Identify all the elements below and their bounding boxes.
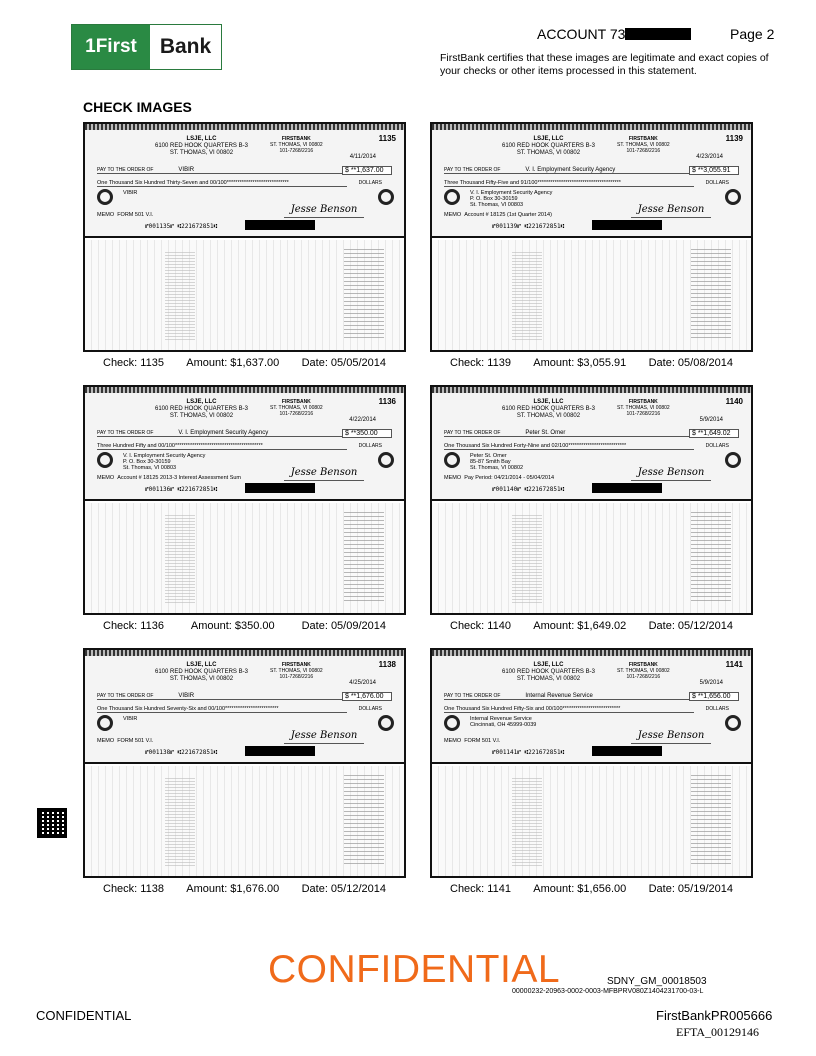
endorsement-stamp	[344, 248, 384, 338]
check-front	[85, 124, 404, 238]
check-image	[430, 385, 753, 615]
memo-line: MEMO FORM 501 V.I.	[97, 212, 154, 218]
dollars-label: DOLLARS	[358, 706, 382, 712]
check-date: 4/23/2014	[696, 154, 723, 160]
caption-date: Date: 05/12/2014	[301, 883, 386, 895]
logo-first: 1 First	[72, 25, 150, 69]
micr-line: ⑈001141⑈ ⑆221672851⑆	[492, 749, 565, 756]
check-front	[432, 650, 751, 764]
check-caption	[83, 883, 406, 895]
caption-date: Date: 05/08/2014	[648, 357, 733, 369]
caption-amount: Amount: $1,676.00	[186, 883, 280, 895]
caption-check: Check: 1141	[450, 883, 511, 895]
check-amount: $ **350.00	[342, 429, 392, 438]
caption-check: Check: 1139	[450, 357, 511, 369]
endorsement-stamp	[165, 513, 195, 603]
micr-line: ⑈001138⑈ ⑆221672851⑆	[145, 749, 218, 756]
pay-to-line: PAY TO THE ORDER OF Peter St. Omer	[444, 430, 704, 437]
check-bank: FIRSTBANK ST. THOMAS, VI 00802 101-7268/2216	[617, 399, 670, 417]
micr-line: ⑈001139⑈ ⑆221672851⑆	[492, 223, 565, 230]
caption-amount: Amount: $350.00	[190, 620, 275, 632]
caption-amount: Amount: $1,656.00	[533, 883, 627, 895]
redaction-bar	[592, 483, 662, 493]
check-front	[85, 387, 404, 501]
caption-date: Date: 05/19/2014	[648, 883, 733, 895]
signature: Jesse Benson	[284, 730, 364, 744]
endorsement-stamp	[165, 776, 195, 866]
confidential-watermark: CONFIDENTIAL	[268, 948, 561, 991]
endorsement-stamp	[691, 248, 731, 338]
check-caption	[430, 620, 753, 632]
amount-words: One Thousand Six Hundred Fifty-Six and 00/100***************************	[444, 706, 694, 713]
security-band	[432, 124, 751, 130]
micr-line: ⑈001135⑈ ⑆221672851⑆	[145, 223, 218, 230]
check-org: LSJE, LLC 6100 RED HOOK QUARTERS B-3 ST. THOMAS, VI 00802	[155, 662, 248, 682]
payee-address: Peter St. Omer 85-87 Smith Bay St. Thomas, VI 00802	[470, 453, 524, 471]
qr-code-icon	[37, 808, 67, 838]
circle-mark-icon	[444, 189, 460, 205]
circle-mark-icon	[97, 189, 113, 205]
check-amount: $ **1,637.00	[342, 166, 392, 175]
redaction-bar	[245, 220, 315, 230]
check-caption	[430, 883, 753, 895]
micr-line: ⑈001136⑈ ⑆221672851⑆	[145, 486, 218, 493]
dollars-label: DOLLARS	[705, 706, 729, 712]
check-back	[85, 503, 404, 613]
check-image	[430, 648, 753, 878]
pay-to-line: PAY TO THE ORDER OF Internal Revenue Service	[444, 693, 704, 700]
signature: Jesse Benson	[284, 204, 364, 218]
circle-mark-icon	[97, 452, 113, 468]
bates-subtext: 00000232-20963-0002-0003-MFBPRV080Z1404231700-03-L	[512, 988, 704, 995]
endorsement-stamp	[691, 511, 731, 601]
micr-line: ⑈001140⑈ ⑆221672851⑆	[492, 486, 565, 493]
pay-to-line: PAY TO THE ORDER OF VIBIR	[97, 693, 357, 700]
check-front	[85, 650, 404, 764]
check-back	[85, 766, 404, 876]
check-bank: FIRSTBANK ST. THOMAS, VI 00802 101-7268/2216	[617, 662, 670, 680]
section-title: CHECK IMAGES	[83, 99, 192, 115]
payee-address: Internal Revenue Service Cincinnati, OH 45999-0039	[470, 716, 537, 728]
amount-words: Three Hundred Fifty and 00/100*****************************************	[97, 443, 347, 450]
account-label: ACCOUNT 73	[537, 26, 691, 42]
redaction-bar	[245, 746, 315, 756]
memo-line: MEMO Account # 18125 (1st Quarter 2014)	[444, 212, 552, 218]
memo-line: MEMO FORM 501 V.I.	[97, 738, 154, 744]
redaction-bar	[592, 746, 662, 756]
endorsement-stamp	[344, 774, 384, 864]
circle-mark-icon	[378, 452, 394, 468]
production-number: FirstBankPR005666	[656, 1008, 773, 1023]
check-bank: FIRSTBANK ST. THOMAS, VI 00802 101-7268/2216	[270, 136, 323, 154]
check-org: LSJE, LLC 6100 RED HOOK QUARTERS B-3 ST. THOMAS, VI 00802	[502, 399, 595, 419]
check-bank: FIRSTBANK ST. THOMAS, VI 00802 101-7268/2216	[270, 399, 323, 417]
check-back	[85, 240, 404, 350]
signature: Jesse Benson	[631, 204, 711, 218]
circle-mark-icon	[444, 715, 460, 731]
check-bank: FIRSTBANK ST. THOMAS, VI 00802 101-7268/2216	[270, 662, 323, 680]
check-date: 5/9/2014	[699, 680, 723, 686]
payee-address: VIBIR	[123, 190, 138, 196]
redaction-bar	[592, 220, 662, 230]
check-caption	[83, 357, 406, 369]
confidential-label: CONFIDENTIAL	[36, 1008, 132, 1023]
check-number: 1141	[725, 660, 743, 669]
check-number: 1136	[378, 397, 396, 406]
certification-text: FirstBank certifies that these images are legitimate and exact copies of your checks or other items processed in this statement.	[440, 52, 769, 77]
redaction-bar	[245, 483, 315, 493]
caption-amount: Amount: $3,055.91	[533, 357, 627, 369]
check-org: LSJE, LLC 6100 RED HOOK QUARTERS B-3 ST. THOMAS, VI 00802	[502, 136, 595, 156]
circle-mark-icon	[444, 452, 460, 468]
circle-mark-icon	[97, 715, 113, 731]
payee-address: V. I. Employment Security Agency P. O. Box 30-30159 St. Thomas, VI 00803	[470, 190, 553, 208]
memo-line: MEMO FORM 501 V.I.	[444, 738, 501, 744]
efta-number: EFTA_00129146	[676, 1025, 760, 1039]
caption-amount: Amount: $1,649.02	[533, 620, 627, 632]
check-back	[432, 503, 751, 613]
endorsement-stamp	[165, 250, 195, 340]
amount-words: One Thousand Six Hundred Thirty-Seven and 00/100*****************************	[97, 180, 347, 187]
security-band	[85, 124, 404, 130]
check-bank: FIRSTBANK ST. THOMAS, VI 00802 101-7268/2216	[617, 136, 670, 154]
amount-words: Three Thousand Fifty-Five and 91/100***************************************	[444, 180, 694, 187]
caption-date: Date: 05/12/2014	[648, 620, 733, 632]
caption-check: Check: 1136	[103, 620, 164, 632]
check-front	[432, 387, 751, 501]
check-caption	[83, 620, 406, 632]
security-band	[432, 650, 751, 656]
circle-mark-icon	[725, 452, 741, 468]
circle-mark-icon	[725, 189, 741, 205]
dollars-label: DOLLARS	[358, 180, 382, 186]
memo-line: MEMO Account # 18125 2013-3 Interest Assessment Sum	[97, 475, 242, 481]
payee-address: V. I. Employment Security Agency P. O. Box 30-30159 St. Thomas, VI 00803	[123, 453, 206, 471]
amount-words: One Thousand Six Hundred Forty-Nine and 02/100***************************	[444, 443, 694, 450]
page-number: Page 2	[730, 26, 775, 42]
check-org: LSJE, LLC 6100 RED HOOK QUARTERS B-3 ST. THOMAS, VI 00802	[155, 136, 248, 156]
check-org: LSJE, LLC 6100 RED HOOK QUARTERS B-3 ST. THOMAS, VI 00802	[155, 399, 248, 419]
dollars-label: DOLLARS	[358, 443, 382, 449]
check-image	[83, 385, 406, 615]
check-front	[432, 124, 751, 238]
circle-mark-icon	[378, 189, 394, 205]
bates-number: SDNY_GM_00018503	[607, 976, 707, 987]
redaction-bar	[625, 28, 691, 40]
endorsement-stamp	[344, 511, 384, 601]
caption-date: Date: 05/09/2014	[301, 620, 386, 632]
security-band	[432, 387, 751, 393]
pay-to-line: PAY TO THE ORDER OF VIBIR	[97, 167, 357, 174]
check-amount: $ **1,649.02	[689, 429, 739, 438]
check-org: LSJE, LLC 6100 RED HOOK QUARTERS B-3 ST. THOMAS, VI 00802	[502, 662, 595, 682]
check-date: 4/22/2014	[349, 417, 376, 423]
firstbank-logo	[71, 24, 222, 70]
amount-words: One Thousand Six Hundred Seventy-Six and 00/100*************************	[97, 706, 347, 713]
check-number: 1135	[378, 134, 396, 143]
logo-bank: Bank	[150, 25, 221, 69]
security-band	[85, 387, 404, 393]
caption-amount: Amount: $1,637.00	[186, 357, 280, 369]
signature: Jesse Benson	[284, 467, 364, 481]
dollars-label: DOLLARS	[705, 443, 729, 449]
check-amount: $ **1,676.00	[342, 692, 392, 701]
memo-line: MEMO Pay Period: 04/21/2014 - 05/04/2014	[444, 475, 555, 481]
caption-check: Check: 1135	[103, 357, 164, 369]
check-date: 5/9/2014	[699, 417, 723, 423]
endorsement-stamp	[512, 513, 542, 603]
check-image	[83, 648, 406, 878]
circle-mark-icon	[725, 715, 741, 731]
check-caption	[430, 357, 753, 369]
endorsement-stamp	[512, 250, 542, 340]
check-back	[432, 766, 751, 876]
check-number: 1138	[378, 660, 396, 669]
endorsement-stamp	[512, 776, 542, 866]
caption-check: Check: 1140	[450, 620, 511, 632]
endorsement-stamp	[691, 774, 731, 864]
check-back	[432, 240, 751, 350]
caption-check: Check: 1138	[103, 883, 164, 895]
circle-mark-icon	[378, 715, 394, 731]
dollars-label: DOLLARS	[705, 180, 729, 186]
check-image	[430, 122, 753, 352]
check-image	[83, 122, 406, 352]
check-amount: $ **3,055.91	[689, 166, 739, 175]
check-number: 1139	[725, 134, 743, 143]
signature: Jesse Benson	[631, 730, 711, 744]
signature: Jesse Benson	[631, 467, 711, 481]
check-amount: $ **1,656.00	[689, 692, 739, 701]
payee-address: VIBIR	[123, 716, 138, 722]
check-number: 1140	[725, 397, 743, 406]
caption-date: Date: 05/05/2014	[301, 357, 386, 369]
security-band	[85, 650, 404, 656]
check-date: 4/25/2014	[349, 680, 376, 686]
pay-to-line: PAY TO THE ORDER OF V. I. Employment Security Agency	[97, 430, 357, 437]
check-date: 4/11/2014	[349, 154, 376, 160]
pay-to-line: PAY TO THE ORDER OF V. I. Employment Security Agency	[444, 167, 704, 174]
